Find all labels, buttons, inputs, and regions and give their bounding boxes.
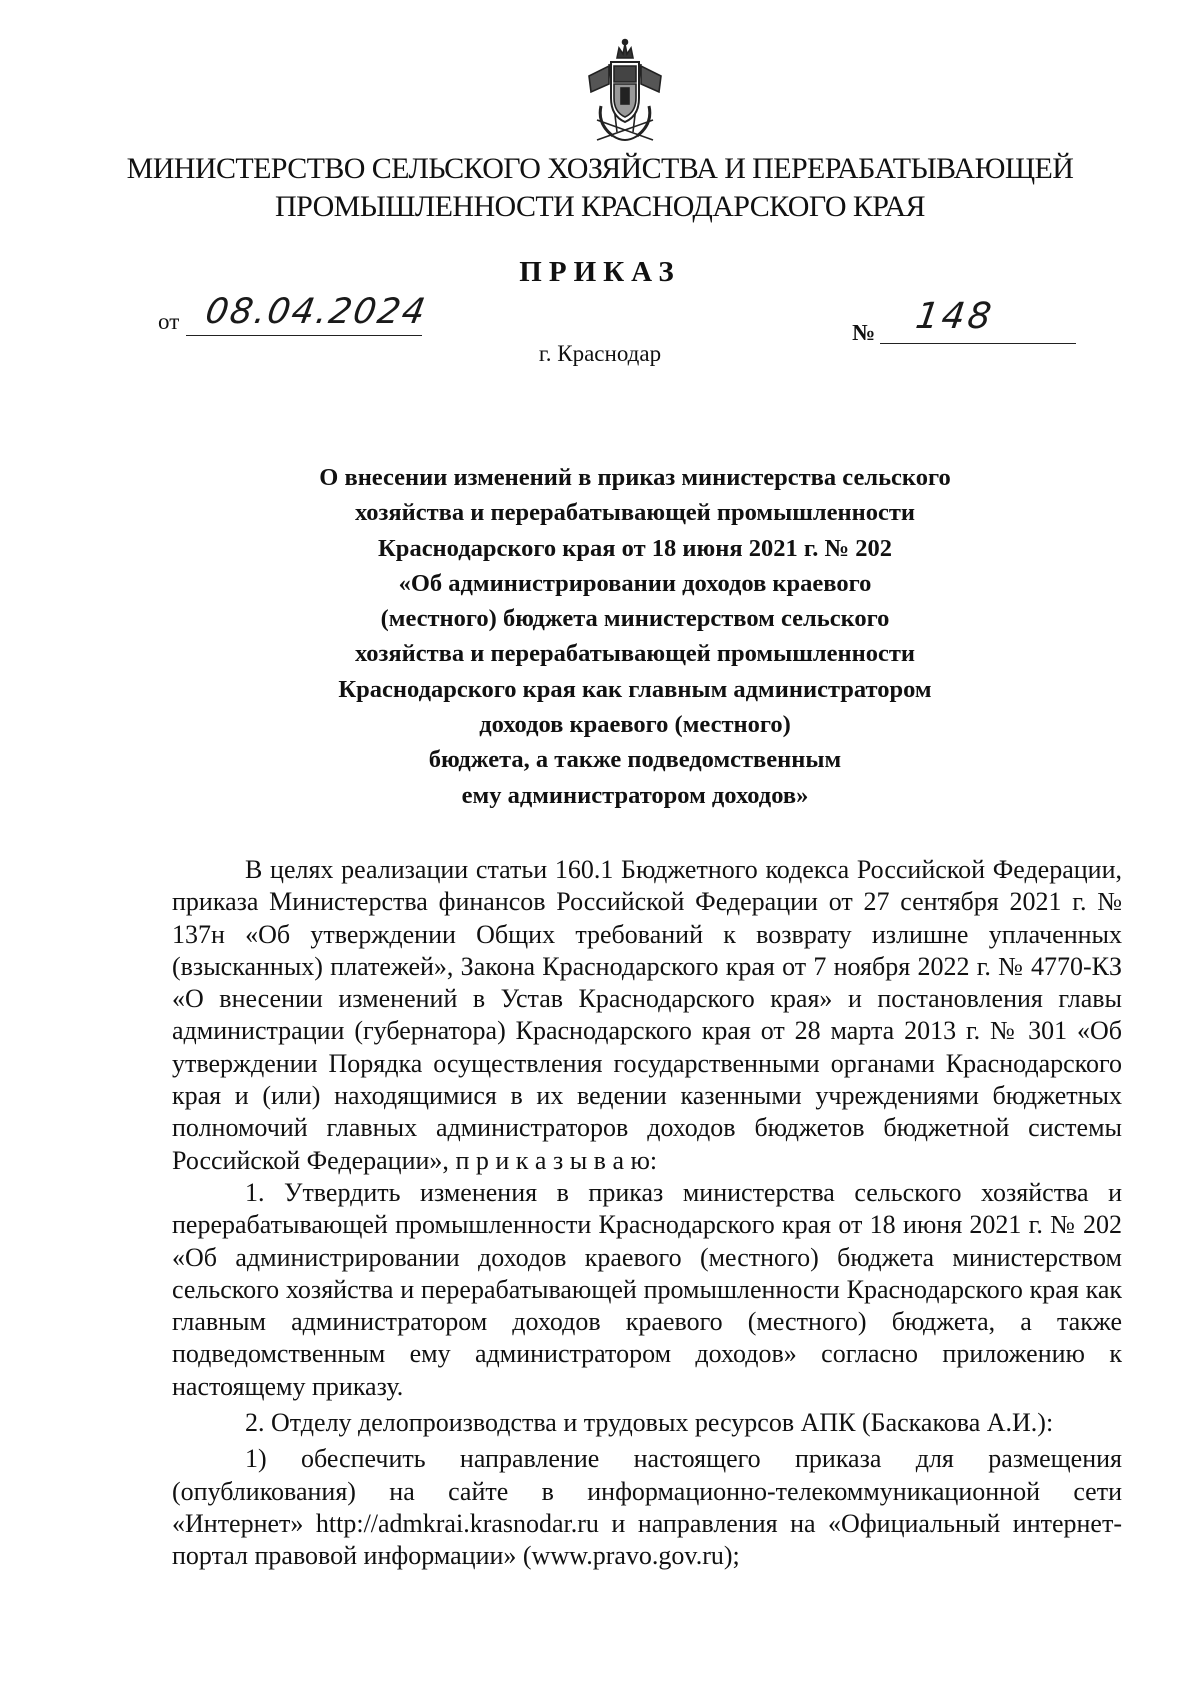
- subject-line: ему администратором доходов»: [461, 781, 809, 809]
- order-word: п р и к а з ы в а ю:: [455, 1145, 658, 1175]
- city-name: г. Краснодар: [538, 341, 662, 366]
- document-type-title: ПРИКАЗ: [519, 256, 681, 288]
- ministry-name-line-2: ПРОМЫШЛЕННОСТИ КРАСНОДАРСКОГО КРАЯ: [275, 190, 925, 223]
- order-body: [172, 854, 1122, 1573]
- handwritten-number: 148: [913, 296, 997, 337]
- subject-line: «Об администрировании доходов краевого: [398, 569, 872, 597]
- order-subject: [300, 460, 970, 813]
- subject-line: хозяйства и перерабатывающей промышленности: [354, 499, 916, 527]
- number-label: №: [852, 320, 876, 345]
- subject-line: бюджета, а также подведомственным: [428, 746, 842, 774]
- date-label: от: [158, 309, 180, 334]
- subject-line: хозяйства и перерабатывающей промышленности: [354, 640, 916, 668]
- ministry-name-line-1: МИНИСТЕРСТВО СЕЛЬСКОГО ХОЗЯЙСТВА И ПЕРЕРАБАТЫВАЮЩЕЙ: [126, 152, 1074, 185]
- item-2-1-paragraph: 1) обеспечить направление настоящего приказа для размещения (опубликования) на сайте в информационно-телекоммуникационной сети «Интернет» http://admkrai.krasnodar.ru и направления на «Официальный интернет-портал правовой информации» (www.pravo.gov.ru);: [172, 1444, 1122, 1571]
- subject-line: (местного) бюджета министерством сельского: [380, 605, 890, 633]
- subject-line: доходов краевого (местного): [479, 711, 791, 739]
- preamble-text: В целях реализации статьи 160.1 Бюджетного кодекса Российской Федерации, приказа Министерства финансов Российской Федерации от 27 сентября 2021 г. № 137н «Об утверждении Общих требований к возврату излишне уплаченных (взысканных) платежей», Закона Краснодарского края от 7 ноября 2022 г. № 4770-КЗ «О внесении изменений в Устав Краснодарского края» и постановления главы администрации (губернатора) Краснодарского края от 28 марта 2013 г. № 301 «Об утверждении Порядка осуществления государственными органами Краснодарского края и (или) находящимися в их ведении казенными учреждениями бюджетных полномочий главных администраторов доходов бюджетов бюджетной системы Российской Федерации»,: [172, 855, 1122, 1175]
- coat-of-arms-emblem: [583, 36, 667, 148]
- subject-line: Краснодарского края как главным администратором: [338, 675, 932, 703]
- handwritten-date: 08.04.2024: [202, 292, 430, 332]
- preamble-paragraph: [172, 854, 1122, 1177]
- item-1-paragraph: 1. Утвердить изменения в приказ министерства сельского хозяйства и перерабатывающей промышленности Краснодарского края от 18 июня 2021 г. № 202 «Об администрировании доходов краевого (местного) бюджета министерством сельского хозяйства и перерабатывающей промышленности Краснодарского края как главным администратором доходов краевого (местного) бюджета, а также подведомственным ему администратором доходов» согласно приложению к настоящему приказу.: [172, 1177, 1122, 1401]
- ministry-name: [120, 150, 1080, 226]
- subject-line: О внесении изменений в приказ министерства сельского: [319, 464, 951, 491]
- subject-line: Краснодарского края от 18 июня 2021 г. № 202: [378, 534, 892, 562]
- item-2-paragraph: 2. Отделу делопроизводства и трудовых ресурсов АПК (Баскакова А.И.):: [245, 1408, 1054, 1438]
- date-underline: [186, 335, 422, 336]
